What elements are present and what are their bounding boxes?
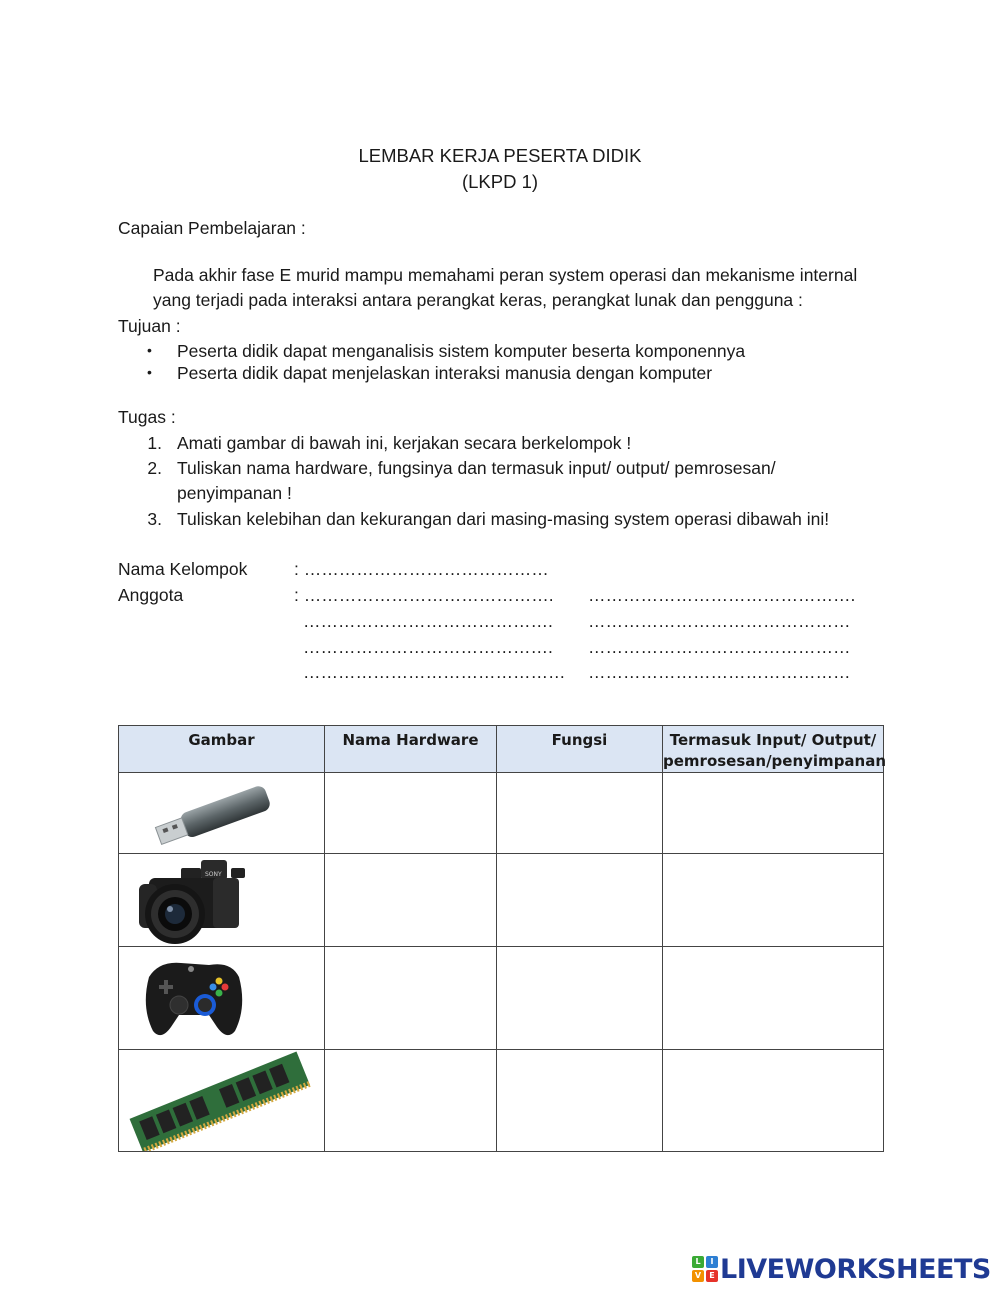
nama-hardware-cell[interactable] bbox=[325, 947, 497, 1050]
fungsi-cell[interactable] bbox=[497, 947, 663, 1050]
tugas-item-2: Tuliskan nama hardware, fungsinya dan termasuk input/ output/ pemrosesan/ bbox=[177, 458, 776, 478]
logo-text: LIVEWORKSHEETS bbox=[720, 1253, 991, 1285]
tujuan-heading: Tujuan : bbox=[118, 316, 181, 336]
image-cell bbox=[119, 947, 325, 1050]
kategori-cell[interactable] bbox=[663, 947, 884, 1050]
digital-camera-icon bbox=[119, 854, 324, 946]
anggota-label: Anggota bbox=[118, 585, 184, 605]
kategori-cell[interactable] bbox=[663, 854, 884, 947]
capaian-line-2: yang terjadi pada interaksi antara perangkat keras, perangkat lunak dan pengguna : bbox=[153, 290, 803, 310]
header-gambar: Gambar bbox=[119, 726, 325, 773]
table-row bbox=[119, 1050, 884, 1152]
nama-kelompok-field[interactable]: : …………………………………… bbox=[294, 559, 549, 579]
anggota-field-5[interactable]: ………………………………………. bbox=[588, 585, 856, 605]
capaian-heading: Capaian Pembelajaran : bbox=[118, 218, 306, 238]
anggota-field-1[interactable]: : ……………………………………. bbox=[294, 585, 554, 605]
header-fungsi: Fungsi bbox=[497, 726, 663, 773]
kategori-cell[interactable] bbox=[663, 1050, 884, 1152]
header-kategori: Termasuk Input/ Output/ pemrosesan/penyimpanan bbox=[663, 726, 884, 773]
anggota-field-8[interactable]: ……………………………………… bbox=[588, 662, 851, 682]
logo-letter: V bbox=[692, 1270, 704, 1282]
nama-hardware-cell[interactable] bbox=[325, 854, 497, 947]
tugas-item-3: Tuliskan kelebihan dan kekurangan dari masing-masing system operasi dibawah ini! bbox=[177, 509, 830, 529]
table-header-row bbox=[119, 726, 884, 773]
tujuan-item-2: Peserta didik dapat menjelaskan interaksi manusia dengan komputer bbox=[177, 363, 713, 383]
logo-letter: L bbox=[692, 1256, 704, 1268]
bullet-icon: • bbox=[147, 364, 152, 380]
kategori-cell[interactable] bbox=[663, 773, 884, 854]
liveworksheets-logo bbox=[692, 1252, 991, 1286]
ram-module-icon bbox=[119, 1050, 324, 1151]
tugas-heading: Tugas : bbox=[118, 407, 176, 427]
game-controller-icon bbox=[119, 947, 324, 1049]
tujuan-item-1: Peserta didik dapat menganalisis sistem komputer beserta komponennya bbox=[177, 341, 746, 361]
nama-hardware-cell[interactable] bbox=[325, 773, 497, 854]
fungsi-cell[interactable] bbox=[497, 773, 663, 854]
anggota-field-6[interactable]: ……………………………………… bbox=[588, 611, 851, 631]
page-title: LEMBAR KERJA PESERTA DIDIK bbox=[358, 145, 642, 166]
svg-text:SONY: SONY bbox=[205, 871, 222, 878]
logo-letter: E bbox=[706, 1270, 718, 1282]
nama-kelompok-label: Nama Kelompok bbox=[118, 559, 248, 579]
tugas-number-2: 2. bbox=[147, 458, 162, 478]
image-cell bbox=[119, 1050, 325, 1152]
capaian-line-1: Pada akhir fase E murid mampu memahami peran system operasi dan mekanisme internal bbox=[153, 265, 858, 285]
image-cell bbox=[119, 854, 325, 947]
logo-letter: I bbox=[706, 1256, 718, 1268]
page-subtitle: (LKPD 1) bbox=[461, 171, 539, 192]
tugas-item-1: Amati gambar di bawah ini, kerjakan secara berkelompok ! bbox=[177, 433, 632, 453]
header-nama-hardware: Nama Hardware bbox=[325, 726, 497, 773]
tugas-number-1: 1. bbox=[147, 433, 162, 453]
logo-mark bbox=[692, 1256, 718, 1282]
fungsi-cell[interactable] bbox=[497, 854, 663, 947]
anggota-field-2[interactable]: ……………………………………. bbox=[303, 611, 553, 631]
nama-hardware-cell[interactable] bbox=[325, 1050, 497, 1152]
image-cell bbox=[119, 773, 325, 854]
table-row bbox=[119, 773, 884, 854]
table-row bbox=[119, 854, 884, 947]
hardware-table bbox=[118, 725, 887, 1152]
anggota-field-7[interactable]: ……………………………………… bbox=[588, 637, 851, 657]
usb-flash-drive-icon bbox=[119, 773, 324, 853]
table-row bbox=[119, 947, 884, 1050]
tugas-number-3: 3. bbox=[147, 509, 162, 529]
fungsi-cell[interactable] bbox=[497, 1050, 663, 1152]
anggota-field-4[interactable]: ……………………………………… bbox=[303, 662, 566, 682]
anggota-field-3[interactable]: ……………………………………. bbox=[303, 637, 553, 657]
bullet-icon: • bbox=[147, 342, 152, 358]
tugas-item-2-cont: penyimpanan ! bbox=[177, 483, 292, 503]
